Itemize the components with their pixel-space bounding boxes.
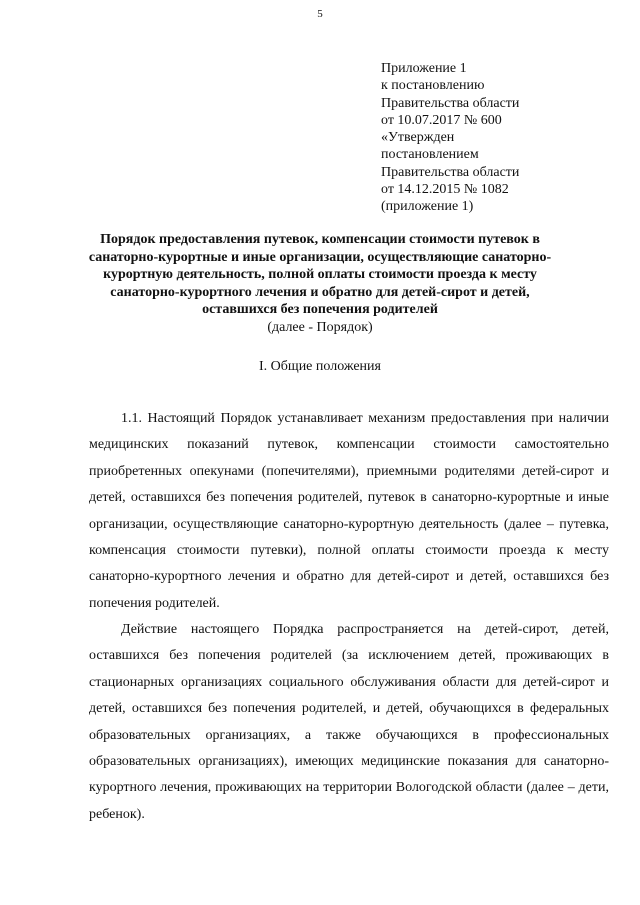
appendix-line: Правительства области [381, 164, 520, 180]
appendix-block [381, 60, 631, 216]
appendix-line: к постановлению [381, 78, 485, 94]
appendix-line: от 10.07.2017 № 600 [381, 112, 502, 128]
appendix-line: от 14.12.2015 № 1082 [381, 182, 509, 198]
title-line: оставшихся без попечения родителей [202, 302, 438, 317]
section-heading: I. Общие положения [259, 359, 381, 374]
appendix-line: (приложение 1) [381, 199, 474, 215]
title-line: санаторно-курортные и иные организации, осуществляющие санаторно- [88, 249, 552, 265]
title-line: Порядок предоставления путевок, компенсации стоимости путевок в [100, 232, 540, 247]
appendix-line: Правительства области [381, 95, 520, 111]
paragraph: 1.1. Настоящий Порядок устанавливает механизм предоставления при наличии медицинских показаний путевок, компенсации стоимости самостоятельно приобретенных опекунами (попечителями), приемными родителями детей-сирот и детей, оставшихся без попечения родителей, путевок в санаторно-курортные и иные организации, осуществляющие санаторно-курортную деятельность (далее – путевка, компенсация стоимости путевки), полной оплаты стоимости проезда к месту санаторно-курортного лечения и обратно для детей-сирот и детей, оставшихся без попечения родителей. [89, 411, 609, 611]
appendix-line: «Утвержден [381, 130, 455, 146]
appendix-line: постановлением [381, 147, 479, 163]
paragraph: Действие настоящего Порядка распространяется на детей-сирот, детей, оставшихся без попечения родителей (за исключением детей, проживающих в стационарных организациях социального обслуживания области для детей-сирот и детей, оставшихся без попечения родителей, и детей, обучающихся в федеральных образовательных организациях, а также обучающихся в профессиональных образовательных организациях), имеющих медицинские показания для санаторно-курортного лечения, проживающих на территории Вологодской области (далее – дети, ребенок). [89, 622, 609, 822]
appendix-line: Приложение 1 [381, 61, 467, 76]
document-title [60, 231, 580, 336]
title-subtitle: (далее - Порядок) [267, 319, 373, 335]
title-line: санаторно-курортного лечения и обратно для детей-сирот и детей, [110, 284, 530, 300]
title-line: курортную деятельность, полной оплаты стоимости проезда к месту [103, 267, 537, 282]
page-number: 5 [317, 8, 323, 20]
